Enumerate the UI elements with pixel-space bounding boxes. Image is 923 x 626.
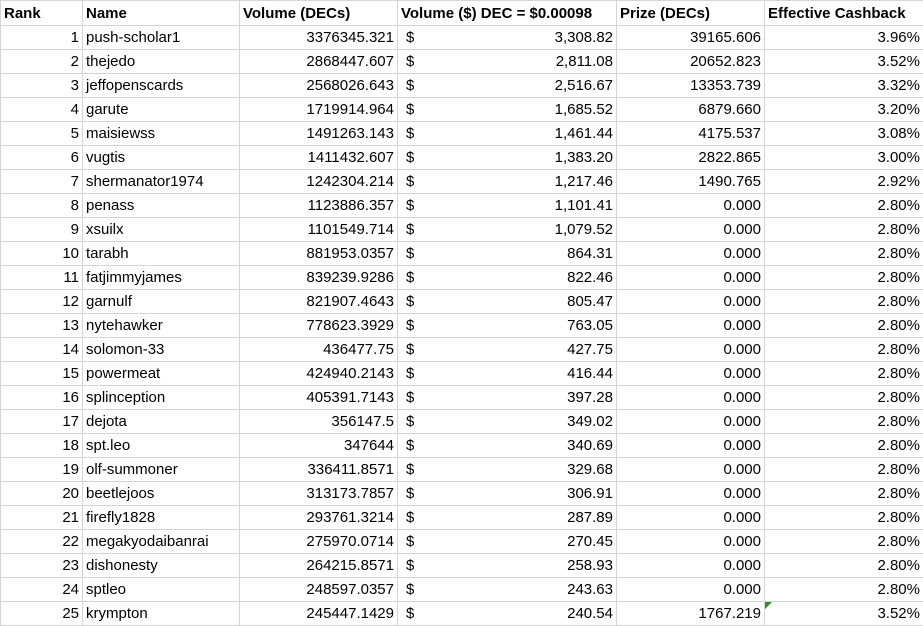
cell-volume-usd[interactable] xyxy=(398,338,617,362)
volume-usd-value: 1,461.44 xyxy=(401,122,613,145)
cell-prize[interactable]: 2822.865 xyxy=(617,146,765,170)
cell-volume-dec[interactable]: 1411432.607 xyxy=(240,146,398,170)
cell-volume-usd[interactable] xyxy=(398,314,617,338)
cell-name[interactable]: sptleo xyxy=(83,578,240,602)
volume-usd-value: 349.02 xyxy=(401,410,613,433)
cell-volume-dec[interactable]: 347644 xyxy=(240,434,398,458)
cell-cashback[interactable]: 3.32% xyxy=(765,74,923,98)
cell-volume-usd[interactable] xyxy=(398,410,617,434)
cell-cashback[interactable]: 2.80% xyxy=(765,530,923,554)
currency-symbol: $ xyxy=(406,170,414,193)
currency-symbol: $ xyxy=(406,218,414,241)
cell-cashback[interactable]: 2.92% xyxy=(765,170,923,194)
table-row xyxy=(1,386,923,410)
currency-symbol: $ xyxy=(406,26,414,49)
volume-usd-value: 763.05 xyxy=(401,314,613,337)
cell-volume-usd[interactable] xyxy=(398,482,617,506)
currency-symbol: $ xyxy=(406,578,414,601)
cell-volume-usd[interactable] xyxy=(398,266,617,290)
cell-rank[interactable]: 15 xyxy=(1,362,83,386)
table-row xyxy=(1,362,923,386)
cell-volume-dec[interactable]: 293761.3214 xyxy=(240,506,398,530)
cell-name[interactable]: vugtis xyxy=(83,146,240,170)
cell-rank[interactable]: 16 xyxy=(1,386,83,410)
cell-rank[interactable]: 24 xyxy=(1,578,83,602)
cell-prize[interactable]: 39165.606 xyxy=(617,26,765,50)
cell-volume-dec[interactable]: 881953.0357 xyxy=(240,242,398,266)
currency-symbol: $ xyxy=(406,530,414,553)
cell-rank[interactable]: 13 xyxy=(1,314,83,338)
cell-cashback[interactable]: 2.80% xyxy=(765,290,923,314)
cell-name[interactable]: maisiewss xyxy=(83,122,240,146)
cell-cashback[interactable]: 2.80% xyxy=(765,458,923,482)
currency-symbol: $ xyxy=(406,290,414,313)
cell-volume-usd[interactable] xyxy=(398,554,617,578)
header-rank[interactable]: Rank xyxy=(1,1,83,26)
cell-cashback[interactable]: 2.80% xyxy=(765,434,923,458)
volume-usd-value: 864.31 xyxy=(401,242,613,265)
table-row xyxy=(1,482,923,506)
cell-volume-dec[interactable]: 1491263.143 xyxy=(240,122,398,146)
cell-rank[interactable]: 21 xyxy=(1,506,83,530)
cell-name[interactable]: garnulf xyxy=(83,290,240,314)
cell-prize[interactable]: 0.000 xyxy=(617,506,765,530)
cell-rank[interactable]: 8 xyxy=(1,194,83,218)
cell-rank[interactable]: 25 xyxy=(1,602,83,626)
cell-prize[interactable]: 1490.765 xyxy=(617,170,765,194)
cell-name[interactable]: dishonesty xyxy=(83,554,240,578)
cell-rank[interactable]: 1 xyxy=(1,26,83,50)
table-row xyxy=(1,458,923,482)
currency-symbol: $ xyxy=(406,554,414,577)
table-row xyxy=(1,266,923,290)
cell-volume-usd[interactable] xyxy=(398,530,617,554)
cell-volume-usd[interactable] xyxy=(398,50,617,74)
cell-volume-usd[interactable] xyxy=(398,98,617,122)
cell-cashback[interactable]: 3.00% xyxy=(765,146,923,170)
cell-volume-dec[interactable]: 248597.0357 xyxy=(240,578,398,602)
table-row xyxy=(1,194,923,218)
volume-usd-value: 427.75 xyxy=(401,338,613,361)
table-row xyxy=(1,338,923,362)
currency-symbol: $ xyxy=(406,338,414,361)
cell-volume-dec[interactable]: 778623.3929 xyxy=(240,314,398,338)
volume-usd-value: 329.68 xyxy=(401,458,613,481)
header-row xyxy=(1,1,923,26)
cell-name[interactable]: shermanator1974 xyxy=(83,170,240,194)
cell-cashback[interactable]: 2.80% xyxy=(765,506,923,530)
cell-name[interactable]: dejota xyxy=(83,410,240,434)
cell-rank[interactable]: 4 xyxy=(1,98,83,122)
cell-name[interactable]: firefly1828 xyxy=(83,506,240,530)
cell-volume-usd[interactable] xyxy=(398,434,617,458)
cell-prize[interactable]: 0.000 xyxy=(617,482,765,506)
cell-name[interactable]: nytehawker xyxy=(83,314,240,338)
volume-usd-value: 822.46 xyxy=(401,266,613,289)
cell-volume-usd[interactable] xyxy=(398,506,617,530)
table-body xyxy=(1,26,923,626)
table-row xyxy=(1,290,923,314)
currency-symbol: $ xyxy=(406,98,414,121)
cell-name[interactable]: spt.leo xyxy=(83,434,240,458)
cell-cashback[interactable]: 2.80% xyxy=(765,386,923,410)
cell-prize[interactable]: 0.000 xyxy=(617,434,765,458)
cell-cashback[interactable]: 2.80% xyxy=(765,578,923,602)
cell-rank[interactable]: 12 xyxy=(1,290,83,314)
cell-volume-dec[interactable]: 424940.2143 xyxy=(240,362,398,386)
cell-volume-dec[interactable]: 1123886.357 xyxy=(240,194,398,218)
cell-cashback[interactable]: 2.80% xyxy=(765,410,923,434)
cell-cashback[interactable]: 2.80% xyxy=(765,482,923,506)
cell-rank[interactable]: 6 xyxy=(1,146,83,170)
table-row xyxy=(1,578,923,602)
cell-prize[interactable]: 6879.660 xyxy=(617,98,765,122)
cell-name[interactable]: beetlejoos xyxy=(83,482,240,506)
cell-cashback[interactable]: 3.52% xyxy=(765,50,923,74)
cell-name[interactable]: olf-summoner xyxy=(83,458,240,482)
cell-cashback[interactable]: 2.80% xyxy=(765,554,923,578)
cell-volume-usd[interactable] xyxy=(398,218,617,242)
cell-name[interactable]: garute xyxy=(83,98,240,122)
table-row xyxy=(1,506,923,530)
cell-volume-dec[interactable]: 821907.4643 xyxy=(240,290,398,314)
cell-prize[interactable]: 0.000 xyxy=(617,194,765,218)
cell-prize[interactable]: 0.000 xyxy=(617,458,765,482)
volume-usd-value: 1,217.46 xyxy=(401,170,613,193)
cell-volume-usd[interactable] xyxy=(398,74,617,98)
cell-volume-dec[interactable]: 405391.7143 xyxy=(240,386,398,410)
cell-cashback[interactable]: 3.08% xyxy=(765,122,923,146)
header-cashback[interactable]: Effective Cashback xyxy=(765,1,923,26)
cell-volume-usd[interactable] xyxy=(398,242,617,266)
cell-rank[interactable]: 20 xyxy=(1,482,83,506)
cell-cashback[interactable]: 2.80% xyxy=(765,338,923,362)
currency-symbol: $ xyxy=(406,146,414,169)
cell-volume-dec[interactable]: 839239.9286 xyxy=(240,266,398,290)
cell-cashback[interactable]: 2.80% xyxy=(765,194,923,218)
cell-cashback[interactable]: 3.96% xyxy=(765,26,923,50)
table-row xyxy=(1,314,923,338)
volume-usd-value: 416.44 xyxy=(401,362,613,385)
cell-cashback[interactable]: 2.80% xyxy=(765,242,923,266)
cell-rank[interactable]: 9 xyxy=(1,218,83,242)
volume-usd-value: 1,079.52 xyxy=(401,218,613,241)
cell-prize[interactable]: 0.000 xyxy=(617,386,765,410)
cell-volume-dec[interactable]: 245447.1429 xyxy=(240,602,398,626)
cell-cashback[interactable]: 2.80% xyxy=(765,266,923,290)
volume-usd-value: 805.47 xyxy=(401,290,613,313)
volume-usd-value: 287.89 xyxy=(401,506,613,529)
cell-prize[interactable]: 0.000 xyxy=(617,530,765,554)
cell-volume-dec[interactable]: 3376345.321 xyxy=(240,26,398,50)
cell-volume-usd[interactable] xyxy=(398,602,617,626)
cell-prize[interactable]: 4175.537 xyxy=(617,122,765,146)
currency-symbol: $ xyxy=(406,386,414,409)
cell-name[interactable]: push-scholar1 xyxy=(83,26,240,50)
table-row xyxy=(1,98,923,122)
cell-prize[interactable]: 0.000 xyxy=(617,314,765,338)
cell-prize[interactable]: 0.000 xyxy=(617,362,765,386)
cell-name[interactable]: tarabh xyxy=(83,242,240,266)
cell-volume-usd[interactable] xyxy=(398,578,617,602)
cell-volume-usd[interactable] xyxy=(398,26,617,50)
cell-prize[interactable]: 0.000 xyxy=(617,242,765,266)
cell-name[interactable]: powermeat xyxy=(83,362,240,386)
cell-volume-dec[interactable]: 2568026.643 xyxy=(240,74,398,98)
cell-rank[interactable]: 22 xyxy=(1,530,83,554)
currency-symbol: $ xyxy=(406,602,414,625)
currency-symbol: $ xyxy=(406,74,414,97)
cell-prize[interactable]: 0.000 xyxy=(617,578,765,602)
cell-rank[interactable]: 10 xyxy=(1,242,83,266)
cell-name[interactable]: penass xyxy=(83,194,240,218)
header-name[interactable]: Name xyxy=(83,1,240,26)
table-row xyxy=(1,146,923,170)
cell-volume-usd[interactable] xyxy=(398,362,617,386)
volume-usd-value: 2,516.67 xyxy=(401,74,613,97)
cell-volume-usd[interactable] xyxy=(398,458,617,482)
cell-cashback[interactable]: 2.80% xyxy=(765,362,923,386)
cell-rank[interactable]: 18 xyxy=(1,434,83,458)
volume-usd-value: 1,685.52 xyxy=(401,98,613,121)
cell-name[interactable]: splinception xyxy=(83,386,240,410)
cell-volume-usd[interactable] xyxy=(398,146,617,170)
cell-volume-usd[interactable] xyxy=(398,170,617,194)
cell-name[interactable]: solomon-33 xyxy=(83,338,240,362)
cell-prize[interactable]: 0.000 xyxy=(617,290,765,314)
table-row xyxy=(1,434,923,458)
cell-volume-dec[interactable]: 1719914.964 xyxy=(240,98,398,122)
cell-prize[interactable]: 1767.219 xyxy=(617,602,765,626)
cell-name[interactable]: thejedo xyxy=(83,50,240,74)
cell-rank[interactable]: 14 xyxy=(1,338,83,362)
volume-usd-value: 258.93 xyxy=(401,554,613,577)
volume-usd-value: 243.63 xyxy=(401,578,613,601)
currency-symbol: $ xyxy=(406,434,414,457)
currency-symbol: $ xyxy=(406,266,414,289)
cell-name[interactable]: fatjimmyjames xyxy=(83,266,240,290)
cell-volume-usd[interactable] xyxy=(398,290,617,314)
currency-symbol: $ xyxy=(406,194,414,217)
header-prize[interactable]: Prize (DECs) xyxy=(617,1,765,26)
table-row xyxy=(1,170,923,194)
cell-volume-dec[interactable]: 275970.0714 xyxy=(240,530,398,554)
table-row xyxy=(1,50,923,74)
cell-prize[interactable]: 0.000 xyxy=(617,410,765,434)
cell-cashback[interactable]: 3.20% xyxy=(765,98,923,122)
volume-usd-value: 270.45 xyxy=(401,530,613,553)
cell-volume-dec[interactable]: 2868447.607 xyxy=(240,50,398,74)
table-row xyxy=(1,242,923,266)
volume-usd-value: 306.91 xyxy=(401,482,613,505)
cell-rank[interactable]: 17 xyxy=(1,410,83,434)
currency-symbol: $ xyxy=(406,458,414,481)
table-row xyxy=(1,74,923,98)
table-row xyxy=(1,122,923,146)
cell-cashback[interactable]: 2.80% xyxy=(765,314,923,338)
cell-volume-dec[interactable]: 1101549.714 xyxy=(240,218,398,242)
currency-symbol: $ xyxy=(406,506,414,529)
volume-usd-value: 240.54 xyxy=(401,602,613,625)
currency-symbol: $ xyxy=(406,410,414,433)
cell-cashback[interactable]: 2.80% xyxy=(765,218,923,242)
cell-volume-dec[interactable]: 264215.8571 xyxy=(240,554,398,578)
cell-volume-usd[interactable] xyxy=(398,194,617,218)
cell-rank[interactable]: 7 xyxy=(1,170,83,194)
cell-cashback-with-comment[interactable]: 3.52% xyxy=(765,602,923,626)
cell-rank[interactable]: 3 xyxy=(1,74,83,98)
cell-volume-usd[interactable] xyxy=(398,122,617,146)
table-row xyxy=(1,218,923,242)
header-volume-dec[interactable]: Volume (DECs) xyxy=(240,1,398,26)
currency-symbol: $ xyxy=(406,50,414,73)
cell-rank[interactable]: 2 xyxy=(1,50,83,74)
cell-name[interactable]: jeffopenscards xyxy=(83,74,240,98)
cell-name[interactable]: megakyodaibanrai xyxy=(83,530,240,554)
table-row xyxy=(1,554,923,578)
cell-prize[interactable]: 13353.739 xyxy=(617,74,765,98)
volume-usd-value: 340.69 xyxy=(401,434,613,457)
cell-volume-dec[interactable]: 313173.7857 xyxy=(240,482,398,506)
cell-prize[interactable]: 0.000 xyxy=(617,554,765,578)
cell-volume-usd[interactable] xyxy=(398,386,617,410)
currency-symbol: $ xyxy=(406,482,414,505)
volume-usd-value: 3,308.82 xyxy=(401,26,613,49)
cell-rank[interactable]: 11 xyxy=(1,266,83,290)
volume-usd-value: 1,101.41 xyxy=(401,194,613,217)
cell-prize[interactable]: 0.000 xyxy=(617,266,765,290)
table-row xyxy=(1,26,923,50)
cell-volume-dec[interactable]: 336411.8571 xyxy=(240,458,398,482)
currency-symbol: $ xyxy=(406,122,414,145)
cell-volume-dec[interactable]: 1242304.214 xyxy=(240,170,398,194)
volume-usd-value: 1,383.20 xyxy=(401,146,613,169)
cell-prize[interactable]: 0.000 xyxy=(617,338,765,362)
cell-volume-dec[interactable]: 356147.5 xyxy=(240,410,398,434)
cell-name[interactable]: xsuilx xyxy=(83,218,240,242)
cell-rank[interactable]: 23 xyxy=(1,554,83,578)
cell-name[interactable]: krympton xyxy=(83,602,240,626)
table-row xyxy=(1,410,923,434)
table-row xyxy=(1,530,923,554)
cell-rank[interactable]: 5 xyxy=(1,122,83,146)
cell-rank[interactable]: 19 xyxy=(1,458,83,482)
cell-prize[interactable]: 20652.823 xyxy=(617,50,765,74)
currency-symbol: $ xyxy=(406,314,414,337)
table-row xyxy=(1,602,923,626)
volume-usd-value: 2,811.08 xyxy=(401,50,613,73)
currency-symbol: $ xyxy=(406,362,414,385)
cell-prize[interactable]: 0.000 xyxy=(617,218,765,242)
header-volume-usd[interactable]: Volume ($) DEC = $0.00098 xyxy=(398,1,617,26)
currency-symbol: $ xyxy=(406,242,414,265)
volume-usd-value: 397.28 xyxy=(401,386,613,409)
cell-volume-dec[interactable]: 436477.75 xyxy=(240,338,398,362)
